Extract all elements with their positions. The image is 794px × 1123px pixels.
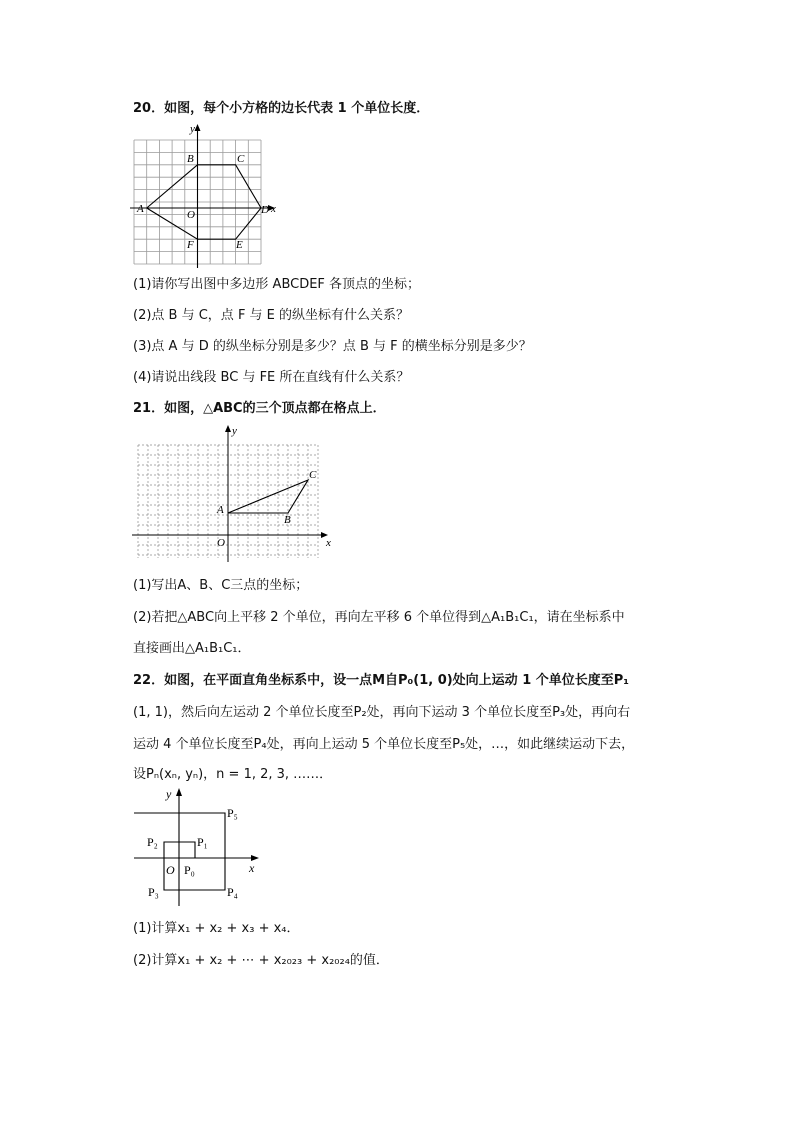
q22-part-1: (1)计算x₁ + x₂ + x₃ + x₄． bbox=[133, 921, 300, 936]
q22-labels bbox=[147, 787, 255, 899]
q21-stem: 21．如图，△ABC的三个顶点都在格点上． bbox=[133, 401, 386, 416]
q21-origin-label: O bbox=[217, 537, 225, 549]
q22-line-1: 22．如图，在平面直角坐标系中，设一点M自P₀(1, 0)处向上运动 1 个单位长度至P₁ bbox=[133, 673, 630, 688]
q22-line-3: 运动 4 个单位长度至P₄处，再向上运动 5 个单位长度至P₅处，…，如此继续运动下去， bbox=[133, 737, 635, 752]
q20-y-label: y bbox=[190, 123, 195, 135]
q20-point-f: F bbox=[187, 239, 194, 251]
q22-y-label: y bbox=[166, 787, 172, 801]
q21-part-2-cont: 直接画出△A₁B₁C₁． bbox=[133, 641, 251, 656]
q22-part-2: (2)计算x₁ + x₂ + ⋯ + x₂₀₂₃ + x₂₀₂₄的值． bbox=[133, 953, 389, 968]
q20-stem: 20．如图，每个小方格的边长代表 1 个单位长度． bbox=[133, 101, 430, 116]
q21-point-b: B bbox=[284, 514, 291, 526]
q22-p0-label: P₀ bbox=[184, 863, 195, 877]
q21-figure bbox=[128, 420, 340, 565]
q20-x-label: x bbox=[271, 203, 276, 215]
q21-point-c: C bbox=[309, 469, 317, 481]
q22-line-4: 设Pₙ(xₙ, yₙ)，n = 1, 2, 3, ……． bbox=[133, 767, 333, 782]
q21-point-a: A bbox=[217, 504, 224, 516]
q21-y-label: y bbox=[232, 425, 237, 437]
q20-part-3: (3)点 A 与 D 的纵坐标分别是多少？点 B 与 F 的横坐标分别是多少？ bbox=[133, 339, 532, 354]
q22-p3-label: P₃ bbox=[148, 885, 159, 899]
q22-figure bbox=[128, 784, 268, 910]
q21-x-label: x bbox=[326, 537, 331, 549]
q20-point-a: A bbox=[137, 203, 144, 215]
q20-axes bbox=[130, 124, 275, 268]
q21-axes bbox=[132, 425, 328, 562]
q20-origin-label: O bbox=[187, 209, 195, 221]
q20-part-1: (1)请你写出图中多边形 ABCDEF 各顶点的坐标； bbox=[133, 277, 421, 292]
q20-point-e: E bbox=[236, 239, 243, 251]
q20-point-b: B bbox=[187, 153, 194, 165]
q21-labels bbox=[216, 425, 331, 549]
q20-part-4: (4)请说出线段 BC 与 FE 所在直线有什么关系？ bbox=[133, 370, 410, 385]
q22-origin-label: O bbox=[166, 863, 175, 877]
q22-line-2: (1, 1)，然后向左运动 2 个单位长度至P₂处，再向下运动 3 个单位长度至P₃处，再向右 bbox=[133, 705, 631, 720]
q22-x-label: x bbox=[249, 861, 255, 875]
q20-point-d: D bbox=[261, 204, 269, 216]
q20-labels bbox=[136, 123, 276, 251]
q20-part-2: (2)点 B 与 C，点 F 与 E 的纵坐标有什么关系？ bbox=[133, 308, 410, 323]
q21-part-1: (1)写出A、B、C三点的坐标； bbox=[133, 578, 309, 593]
q22-p4-label: P₄ bbox=[227, 885, 238, 899]
q22-p5-label: P₅ bbox=[227, 806, 238, 820]
q22-p2-label: P₂ bbox=[147, 835, 158, 849]
q21-part-2: (2)若把△ABC向上平移 2 个单位，再向左平移 6 个单位得到△A₁B₁C₁，请在坐标系中 bbox=[133, 610, 625, 625]
q20-figure bbox=[128, 120, 288, 268]
q20-point-c: C bbox=[237, 153, 245, 165]
q22-p1-label: P₁ bbox=[197, 835, 208, 849]
